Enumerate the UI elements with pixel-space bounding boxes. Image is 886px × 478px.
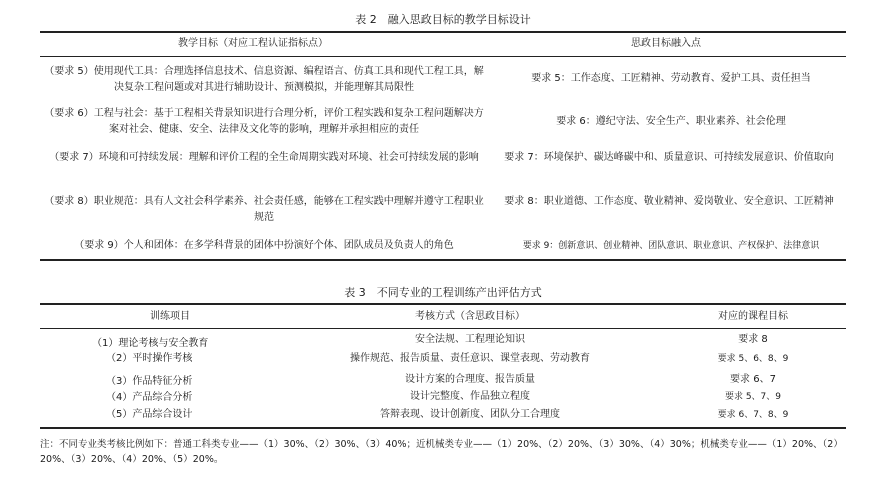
table3-row5-item: （5）产品综合设计 [106, 409, 193, 420]
table2-row3-ideology: 要求 7：环境保护、碳达峰碳中和、质量意识、可持续发展意识、价值取向 [504, 152, 834, 163]
table3-row1-item: （1）理论考核与安全教育 [92, 338, 209, 349]
table3-row4-method: 设计完整度、作品独立程度 [410, 391, 530, 402]
table2-row5-teaching: （要求 9）个人和团体：在多学科背景的团体中扮演好个体、团队成员及负责人的角色 [74, 240, 454, 251]
table3-header-method: 考核方式（含思政目标） [415, 311, 525, 322]
table2-header-rule [40, 56, 846, 57]
table2-row5-ideology: 要求 9：创新意识、创业精神、团队意识、职业意识、产权保护、法律意识 [522, 241, 820, 251]
table3-row1-goal: 要求 8 [738, 334, 768, 345]
table3-top-rule [40, 303, 846, 305]
table3-row3-method: 设计方案的合理度、报告质量 [405, 374, 535, 385]
table2-row2-teaching: （要求 6）工程与社会：基于工程相关背景知识进行合理分析，评价工程实践和复杂工程问题解决方案对社会、健康、安全、法律及文化等的影响，理解并承担相应的责任 [44, 108, 484, 135]
table2-caption: 表 2 融入思政目标的教学目标设计 [355, 13, 531, 26]
table3-row5-goal: 要求 6、7、8、9 [717, 410, 789, 420]
table2-row1-teaching: （要求 5）使用现代工具：合理选择信息技术、信息资源、编程语言、仿真工具和现代工程工具，解决复杂工程问题或对其进行辅助设计、预测模拟，并能理解其局限性 [44, 66, 484, 93]
table3-row3-item: （3）作品特征分析 [106, 376, 193, 387]
table3-row2-item: （2）平时操作考核 [106, 353, 193, 364]
table3-row2-goal: 要求 5、6、8、9 [717, 354, 789, 364]
table3-row4-goal: 要求 5、7、9 [724, 392, 782, 402]
table2-top-rule [40, 31, 846, 33]
table2-row4-teaching: （要求 8）职业规范：具有人文社会科学素养、社会责任感，能够在工程实践中理解并遵守工程职业规范 [44, 196, 484, 223]
table3-row5-method: 答辩表现、设计创新度、团队分工合理度 [380, 409, 560, 420]
table3-bottom-rule [40, 427, 846, 429]
table2-row3-teaching: （要求 7）环境和可持续发展：理解和评价工程的全生命周期实践对环境、社会可持续发展的影响 [49, 152, 479, 163]
table2-header-teaching: 教学目标（对应工程认证指标点） [178, 38, 328, 49]
table3-header-goal: 对应的课程目标 [718, 311, 788, 322]
table2-row2-ideology: 要求 6：遵纪守法、安全生产、职业素养、社会伦理 [556, 116, 786, 127]
table3-header-item: 训练项目 [150, 311, 190, 322]
table2-header-ideology: 思政目标融入点 [631, 38, 701, 49]
table3-row4-item: （4）产品综合分析 [106, 392, 193, 403]
table3-note: 注：不同专业类考核比例如下：普通工科类专业——（1）30%、（2）30%、（3）40%；近机械类专业——（1）20%、（2）20%、（3）30%、（4）30%；机械类专业——（1）20%、（2）20%、（3）20%、（4）20%、（5）20%。 [40, 439, 843, 465]
table2-row4-ideology: 要求 8：职业道德、工作态度、敬业精神、爱岗敬业、安全意识、工匠精神 [504, 196, 834, 207]
table3-caption: 表 3 不同专业的工程训练产出评估方式 [344, 286, 542, 299]
table3-row3-goal: 要求 6、7 [730, 374, 776, 385]
table3-row1-method: 安全法规、工程理论知识 [415, 334, 525, 345]
table2-row1-ideology: 要求 5：工作态度、工匠精神、劳动教育、爱护工具、责任担当 [531, 73, 811, 84]
table3-header-rule [40, 328, 846, 329]
table3-row2-method: 操作规范、报告质量、责任意识、课堂表现、劳动教育 [350, 353, 590, 364]
table2-bottom-rule [40, 259, 846, 261]
